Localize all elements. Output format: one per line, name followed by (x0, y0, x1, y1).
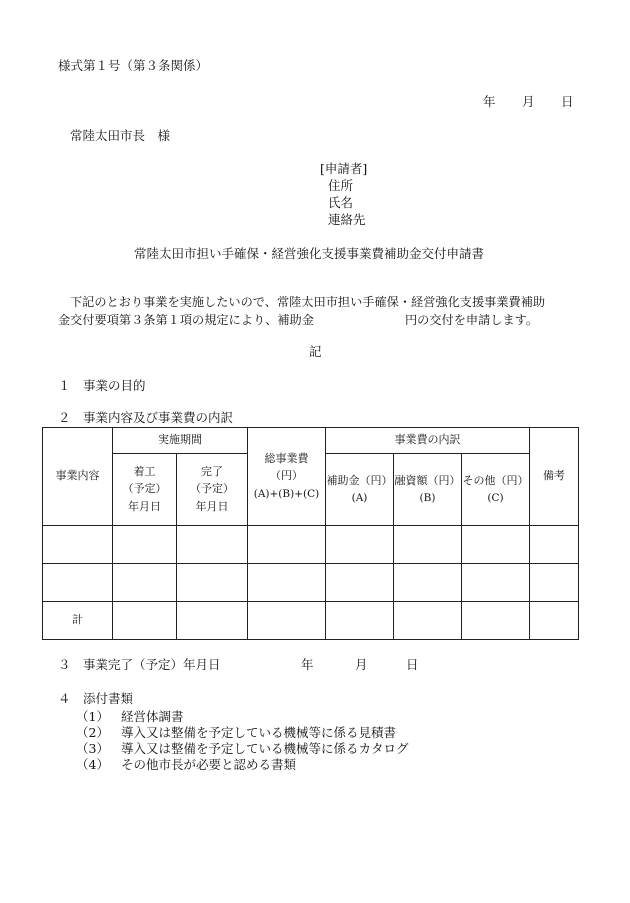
header-total-cost: 総事業費 （円） (A)+(B)+(C) (248, 428, 326, 526)
header-period: 実施期間 (113, 428, 248, 454)
cell-total[interactable] (248, 602, 326, 640)
body-line-1: 下記のとおり事業を実施したいので、常陸太田市担い手確保・経営強化支援事業費補助 (70, 295, 546, 309)
section-4-heading: ４ 添付書類 (58, 691, 134, 706)
attachment-text: 導入又は整備を予定している機械等に係る見積書 (121, 725, 397, 740)
section-1-heading: １ 事業の目的 (58, 378, 146, 393)
table-row (43, 526, 579, 564)
cell-end[interactable] (177, 602, 248, 640)
cell-other[interactable] (462, 602, 530, 640)
cell-subsidy[interactable] (326, 564, 394, 602)
cell-total[interactable] (248, 564, 326, 602)
date-year: 年 (483, 94, 496, 109)
header-remarks: 備考 (530, 428, 579, 526)
sum-label: 計 (43, 602, 113, 640)
cell-remarks[interactable] (530, 526, 579, 564)
completion-month: 月 (355, 657, 368, 672)
header-other: その他（円） (C) (462, 454, 530, 526)
cell-end[interactable] (177, 526, 248, 564)
section-3-heading: ３ 事業完了（予定）年月日 (58, 657, 221, 672)
cell-start[interactable] (113, 564, 177, 602)
header-loan: 融資額（円） (B) (394, 454, 462, 526)
header-subsidy: 補助金（円） (A) (326, 454, 394, 526)
attachment-text: その他市長が必要と認める書類 (121, 757, 297, 772)
applicant-name-label: 氏名 (328, 195, 354, 210)
total-row (43, 602, 579, 640)
cell-end[interactable] (177, 564, 248, 602)
cell-loan[interactable] (394, 526, 462, 564)
cell-subsidy[interactable] (326, 526, 394, 564)
cell-total[interactable] (248, 526, 326, 564)
completion-day: 日 (406, 657, 419, 672)
document-title: 常陸太田市担い手確保・経営強化支援事業費補助金交付申請書 (134, 246, 485, 261)
date-day: 日 (561, 94, 574, 109)
ki-mark: 記 (309, 344, 322, 359)
body-line-2b: 円の交付を申請します。 (405, 313, 539, 327)
attachment-num: （4） (76, 757, 109, 772)
cell-start[interactable] (113, 526, 177, 564)
attachment-num: （1） (76, 709, 109, 724)
header-start-date: 着工 （予定） 年月日 (113, 454, 177, 526)
addressee: 常陸太田市長 様 (70, 128, 171, 143)
attachment-num: （3） (76, 741, 109, 756)
cell-loan[interactable] (394, 564, 462, 602)
form-number: 様式第１号（第３条関係） (58, 58, 209, 73)
applicant-address-label: 住所 (328, 178, 354, 193)
cost-breakdown-table (42, 427, 579, 640)
cell-subsidy[interactable] (326, 602, 394, 640)
applicant-contact-label: 連絡先 (328, 212, 366, 227)
attachment-text: 導入又は整備を予定している機械等に係るカタログ (121, 741, 409, 756)
cell-content[interactable] (43, 564, 113, 602)
header-breakdown: 事業費の内訳 (326, 428, 530, 454)
attachment-text: 経営体調書 (121, 709, 184, 724)
cell-other[interactable] (462, 526, 530, 564)
cell-content[interactable] (43, 526, 113, 564)
completion-year: 年 (301, 657, 314, 672)
body-line-2a: 金交付要項第３条第１項の規定により、補助金 (58, 313, 314, 327)
header-end-date: 完了 （予定） 年月日 (177, 454, 248, 526)
header-content: 事業内容 (43, 428, 113, 526)
cell-start[interactable] (113, 602, 177, 640)
date-month: 月 (522, 94, 535, 109)
cell-remarks[interactable] (530, 602, 579, 640)
cell-remarks[interactable] (530, 564, 579, 602)
section-2-heading: ２ 事業内容及び事業費の内訳 (58, 410, 234, 425)
cell-other[interactable] (462, 564, 530, 602)
attachment-num: （2） (76, 725, 109, 740)
cell-loan[interactable] (394, 602, 462, 640)
table-row (43, 564, 579, 602)
applicant-heading: [申請者] (320, 161, 368, 176)
